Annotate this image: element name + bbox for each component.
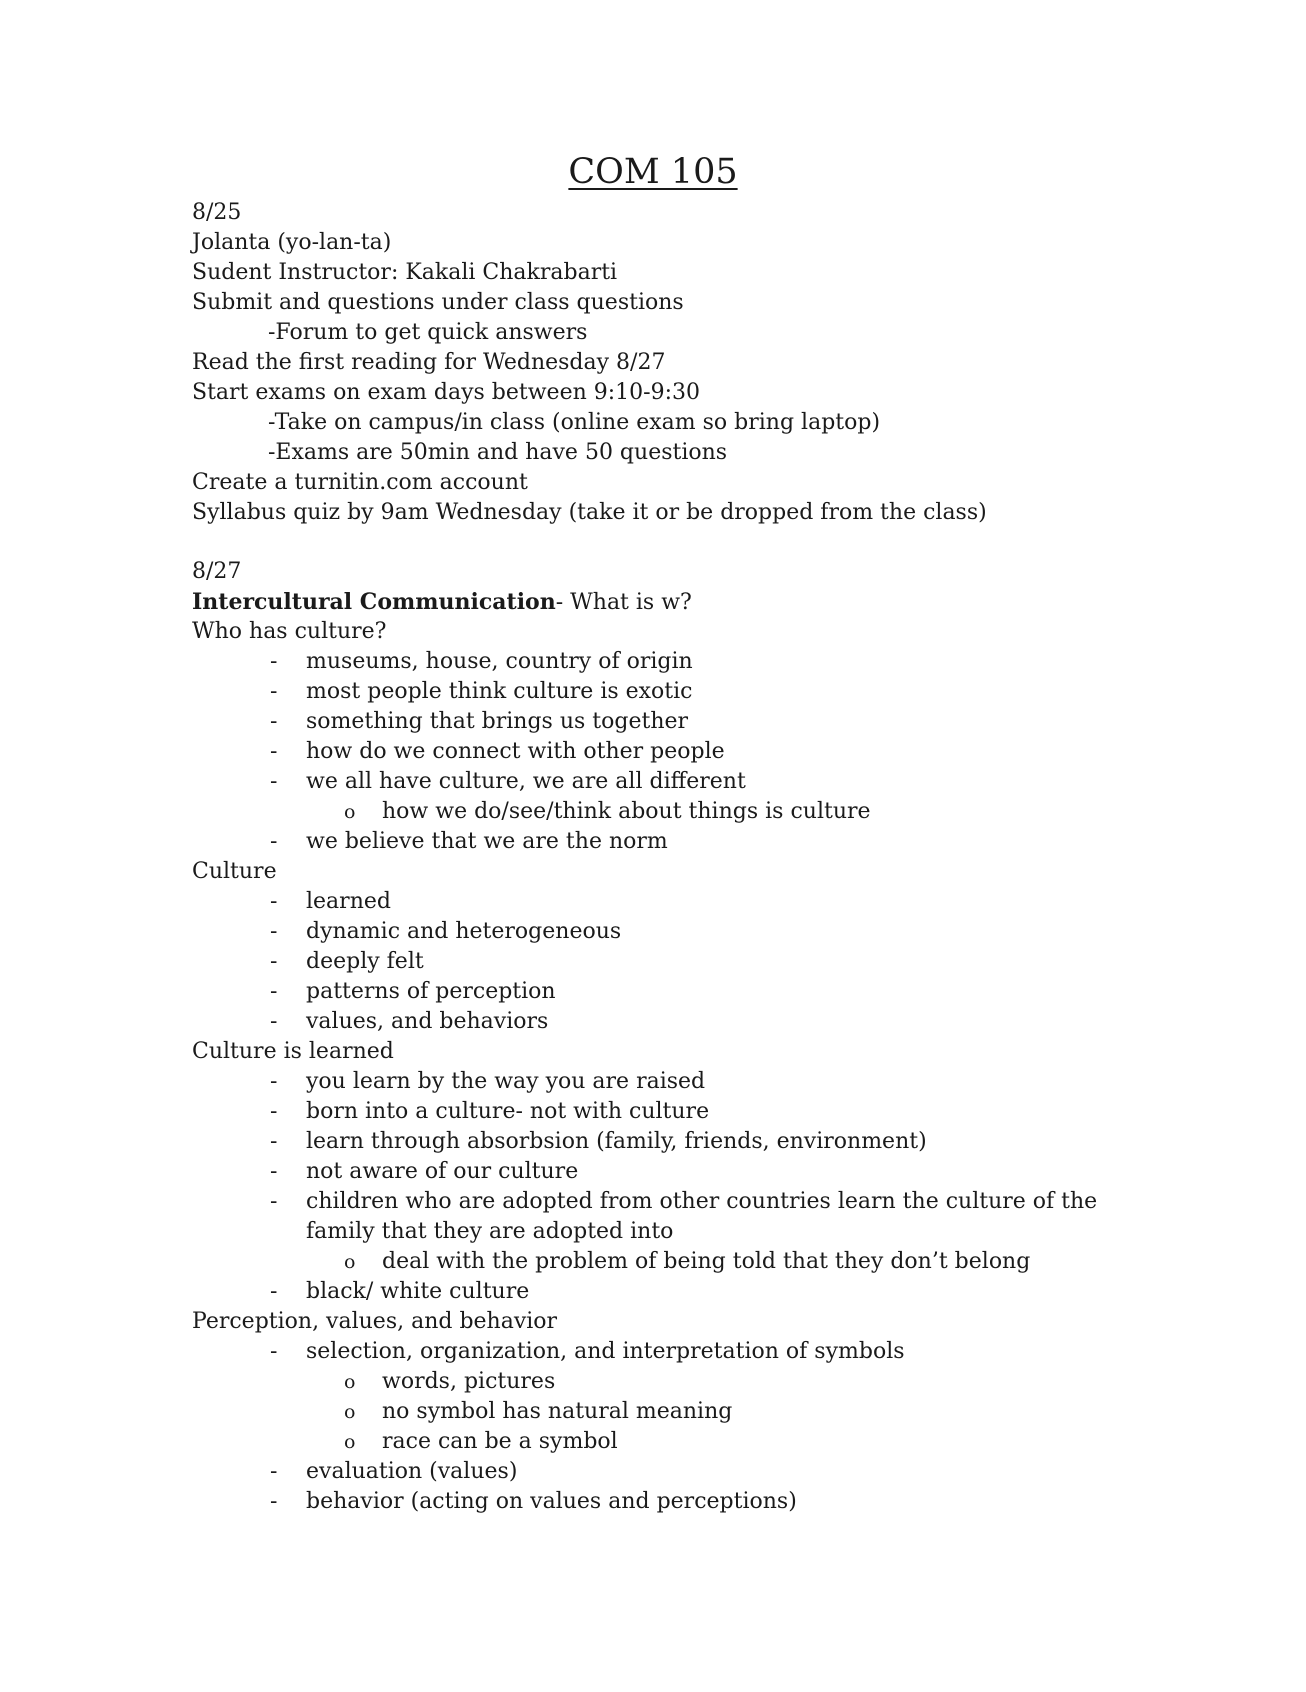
section-heading [192, 587, 1172, 617]
bullet-text: patterns of perception [306, 979, 556, 1004]
dash-marker: - [270, 1099, 278, 1124]
bullet-text: no symbol has natural meaning [382, 1399, 733, 1424]
dash-marker: - [270, 979, 278, 1004]
heading-rest: - What is w? [555, 590, 692, 615]
bullet-text: race can be a symbol [382, 1429, 618, 1454]
date-heading: 8/27 [192, 559, 242, 584]
bullet-text: evaluation (values) [306, 1459, 518, 1484]
page-title: COM 105 [568, 152, 738, 192]
sub-bullet-item [192, 797, 1172, 827]
circle-marker: o [344, 1401, 356, 1423]
note-line: Perception, values, and behavior [192, 1309, 558, 1334]
bullet-text: something that brings us together [306, 709, 689, 734]
spacer [192, 528, 1172, 557]
bullet-text: deeply felt [306, 949, 424, 974]
circle-marker: o [344, 1251, 356, 1273]
bullet-item [192, 1157, 1172, 1187]
note-line: Culture is learned [192, 1039, 394, 1064]
circle-marker: o [344, 801, 356, 823]
bullet-text: museums, house, country of origin [306, 649, 693, 674]
date-heading: 8/25 [192, 200, 242, 225]
note-line: Sudent Instructor: Kakali Chakrabarti [192, 260, 618, 285]
bullet-item [192, 677, 1172, 707]
note-line: Who has culture? [192, 619, 387, 644]
notes-body [192, 198, 1172, 1517]
note-subline: -Forum to get quick answers [268, 320, 588, 345]
bullet-item [192, 1187, 1172, 1217]
bullet-item [192, 1067, 1172, 1097]
bullet-text: you learn by the way you are raised [306, 1069, 706, 1094]
bullet-continuation: family that they are adopted into [306, 1219, 674, 1244]
bullet-text: dynamic and heterogeneous [306, 919, 622, 944]
bullet-item [192, 827, 1172, 857]
bullet-text: learned [306, 889, 391, 914]
dash-marker: - [270, 1489, 278, 1514]
note-line: Start exams on exam days between 9:10-9:30 [192, 380, 700, 405]
bullet-text: how do we connect with other people [306, 739, 725, 764]
dash-marker: - [270, 769, 278, 794]
note-line: Read the first reading for Wednesday 8/27 [192, 350, 666, 375]
bullet-text: values, and behaviors [306, 1009, 549, 1034]
dash-marker: - [270, 1009, 278, 1034]
bullet-text: how we do/see/think about things is culture [382, 799, 871, 824]
sub-bullet-item [192, 1247, 1172, 1277]
bullet-item [192, 1127, 1172, 1157]
dash-marker: - [270, 829, 278, 854]
note-line: Jolanta (yo-lan-ta) [192, 230, 392, 255]
bullet-item [192, 1487, 1172, 1517]
note-subline: -Exams are 50min and have 50 questions [268, 440, 728, 465]
bullet-item [192, 1457, 1172, 1487]
bullet-text: learn through absorbsion (family, friends, environment) [306, 1129, 927, 1154]
bullet-text: we all have culture, we are all different [306, 769, 746, 794]
sub-bullet-item [192, 1397, 1172, 1427]
note-line: Culture [192, 859, 277, 884]
note-line: Syllabus quiz by 9am Wednesday (take it or be dropped from the class) [192, 500, 987, 525]
circle-marker: o [344, 1431, 356, 1453]
bullet-text: behavior (acting on values and perceptions) [306, 1489, 797, 1514]
bullet-item [192, 767, 1172, 797]
bullet-text: words, pictures [382, 1369, 556, 1394]
dash-marker: - [270, 739, 278, 764]
note-line: Submit and questions under class questions [192, 290, 684, 315]
dash-marker: - [270, 1159, 278, 1184]
bullet-text: children who are adopted from other countries learn the culture of the [306, 1189, 1098, 1214]
bullet-item [192, 1337, 1172, 1367]
bold-term: Intercultural Communication [192, 589, 556, 615]
circle-marker: o [344, 1371, 356, 1393]
bullet-text: selection, organization, and interpretation of symbols [306, 1339, 905, 1364]
sub-bullet-item [192, 1427, 1172, 1457]
dash-marker: - [270, 679, 278, 704]
bullet-text: we believe that we are the norm [306, 829, 668, 854]
note-line: Create a turnitin.com account [192, 470, 528, 495]
dash-marker: - [270, 1189, 278, 1214]
sub-bullet-item [192, 1367, 1172, 1397]
dash-marker: - [270, 649, 278, 674]
bullet-text: most people think culture is exotic [306, 679, 693, 704]
bullet-text: deal with the problem of being told that they don’t belong [382, 1249, 1031, 1274]
dash-marker: - [270, 949, 278, 974]
bullet-item [192, 947, 1172, 977]
dash-marker: - [270, 1459, 278, 1484]
bullet-text: born into a culture- not with culture [306, 1099, 710, 1124]
dash-marker: - [270, 1129, 278, 1154]
dash-marker: - [270, 919, 278, 944]
dash-marker: - [270, 889, 278, 914]
dash-marker: - [270, 709, 278, 734]
bullet-item [192, 647, 1172, 677]
dash-marker: - [270, 1339, 278, 1364]
note-subline: -Take on campus/in class (online exam so bring laptop) [268, 410, 881, 435]
bullet-text: not aware of our culture [306, 1159, 579, 1184]
bullet-item [192, 1277, 1172, 1307]
bullet-item [192, 1097, 1172, 1127]
dash-marker: - [270, 1069, 278, 1094]
dash-marker: - [270, 1279, 278, 1304]
bullet-item [192, 917, 1172, 947]
bullet-text: black/ white culture [306, 1279, 530, 1304]
bullet-item [192, 707, 1172, 737]
bullet-item [192, 737, 1172, 767]
bullet-item [192, 887, 1172, 917]
bullet-item [192, 977, 1172, 1007]
bullet-item [192, 1007, 1172, 1037]
